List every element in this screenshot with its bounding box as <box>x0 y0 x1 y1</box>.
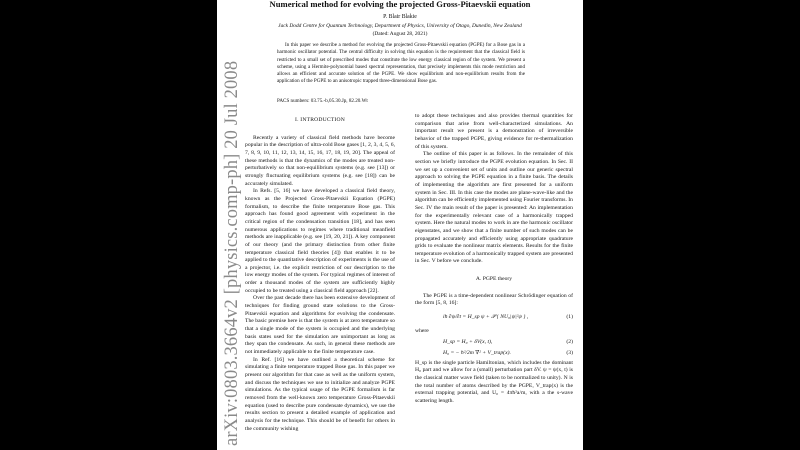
equation-1 <box>415 313 573 322</box>
author-affiliation: Jack Dodd Centre for Quantum Technology, Department of Physics, University of Otago, Dunedin, New Zealand <box>278 23 522 29</box>
right-dark-margin <box>583 0 800 450</box>
left-column <box>245 113 395 433</box>
author-name: P. Blair Blakie <box>383 14 417 20</box>
where-label: where <box>415 328 429 335</box>
equation-2 <box>415 338 573 347</box>
equation-1-number: (1) <box>566 314 573 321</box>
subsection-heading-pgpe-theory: A. PGPE theory <box>475 276 513 283</box>
date-line: (Dated: August 28, 2021) <box>372 31 428 37</box>
equation-3 <box>415 349 573 358</box>
equation-2-number: (2) <box>566 338 573 345</box>
abstract: In this paper we describe a method for evolving the projected Gross-Pitaevskii equation (PGPE) for a Bose gas in a harmonic oscillator potential. The central difficulty in solving this equation is the requirement that the classical field is restricted to a small set of prescribed modes that constitute the low energy classical region of the system. We present a scheme, using a Hermite-polynomial based spectral representation, that precisely implements this mode restriction and allows an efficient and accurate solution of the PGPE. We show equilibrium and non-equilibrium results from the application of the PGPE to an anisotropic trapped three-dimensional Bose gas. <box>277 42 525 85</box>
right-column <box>415 113 573 406</box>
intro-paragraph-1: Recently a variety of classical field methods have become popular in the description of ultra-cold Bose gases [1, 2, 3, 4, 5, 6, 7, 8, 9, 10, 11, 12, 13, 14, 15, 16, 17, 18, 19, 20]. The appeal of these methods is that the dynamics of the modes are treated non-perturbatively so that non-equilibrium systems (e.g. see [13]) or strongly fluctuating equilibrium systems (e.g. see [18]) can be accurately simulated. <box>245 134 395 187</box>
equation-1-body: iħ ∂ψ/∂t = H_sp ψ + 𝒫 { NU₀|ψ|²ψ } , <box>443 314 529 321</box>
equation-3-number: (3) <box>566 349 573 356</box>
pgpe-intro-paragraph: The PGPE is a time-dependent nonlinear Schrödinger equation of the form [5, 8, 16]: <box>415 292 573 307</box>
intro-paragraph-3: Over the past decade there has been extensive development of techniques for finding ground state solutions to the Gross-Pitaevskii equation and algorithms for evolving the condensate. The basic premise here is that the system is at zero temperature so that a single mode of the system is occupied and the underlying basis states used for the simulation are unimportant as long as they span the condensate. As such, in general these methods are not immediately applicable to the finite temperature case. <box>245 295 395 356</box>
equation-3-body: H₀ = − ħ²/2m ∇² + V_trap(x). <box>443 349 511 356</box>
paper-title: Numerical method for evolving the projected Gross-Pitaevskii equation <box>269 0 531 9</box>
pacs-numbers: PACS numbers: 03.75.-b,05.30.Jp, 82.20.Wt <box>277 98 368 104</box>
intro-paragraph-4: In Ref. [16] we have outlined a theoretical scheme for simulating a finite temperature trapped Bose gas. In this paper we present our algorithm for that case as well as the uniform system, and discuss the techniques we use to initialize and analyze PGPE simulations. As the typical usage of the PGPE formalism is far removed from the well-known zero temperature Gross-Pitaevskii equation (used to describe pure condensate dynamics), we use the results section to present a detailed example of application and analysis for the technique. This should be of benefit for others in the community wishing <box>245 356 395 432</box>
hamiltonian-description: H_sp is the single particle Hamiltonian, which includes the dominant H₀ part and we allow for a (small) perturbation part δV. ψ = ψ(x, t) is the classical matter wave field (taken to be normalized to unity). N is the total number of atoms described by the PGPE, V_trap(x) is the external trapping potential, and U₀ = 4πħ²a/m, with a the s-wave scattering length. <box>415 359 573 405</box>
left-dark-margin <box>0 0 217 450</box>
equation-2-body: H_sp = H₀ + δV(x, t), <box>443 338 493 345</box>
intro-paragraph-6: The outline of this paper is as follows. In the remainder of this section we briefly introduce the PGPE evolution equation. In Sec. II we set up a convenient set of units and outline our generic spectral approach to solving the PGPE equation in a finite basis. The details of implementing the algorithm are first presented for a uniform system in Sec. III. In this case the modes are plane-wave-like and the algorithm can be efficiently implemented using Fourier transforms. In Sec. IV the main result of the paper is presented: An implementation for the experimentally relevant case of a harmonically trapped system. Here the natural modes to work in are the harmonic oscillator eigenstates, and we show that a finite number of such modes can be propagated accurately and efficiently using appropriate quadrature grids to evaluate the nonlinear matrix elements. Results for the finite temperature evolution of a harmonically trapped system are presented in Sec. V before we conclude. <box>415 151 573 265</box>
arxiv-identifier-stamp: arXiv:0803.3664v2 [physics.comp-ph] 20 Jul 2008 <box>222 60 242 446</box>
paper-page <box>217 0 583 450</box>
intro-paragraph-5: to adopt these techniques and also provides thermal quantities for comparison that arise from well-characterized simulations. An important result we present is a demonstration of irreversible behavior of the trapped PGPE, giving evidence for re-thermalization of this system. <box>415 113 573 150</box>
intro-paragraph-2: In Refs. [5, 16] we have developed a classical field theory, known as the Projected Gross-Pitaevskii Equation (PGPE) formalism, to describe the finite temperature Bose gas. This approach has found good agreement with experiment in the critical region of the condensation transition [18], and has seen numerous applications to regimes where traditional meanfield methods are inapplicable (e.g. see [19, 20, 21]). A key component of our theory (and the primary distinction from other finite temperature classical field theories [4]) that enables it to be applied to the quantitative description of experiments is the use of a projector, i.e. the explicit restriction of our description to the low energy modes of the system. For typical regimes of interest of order a thousand modes of the system are sufficiently highly occupied to be treated using a classical field approach [22]. <box>245 188 395 294</box>
section-heading-introduction: I. INTRODUCTION <box>295 117 345 123</box>
